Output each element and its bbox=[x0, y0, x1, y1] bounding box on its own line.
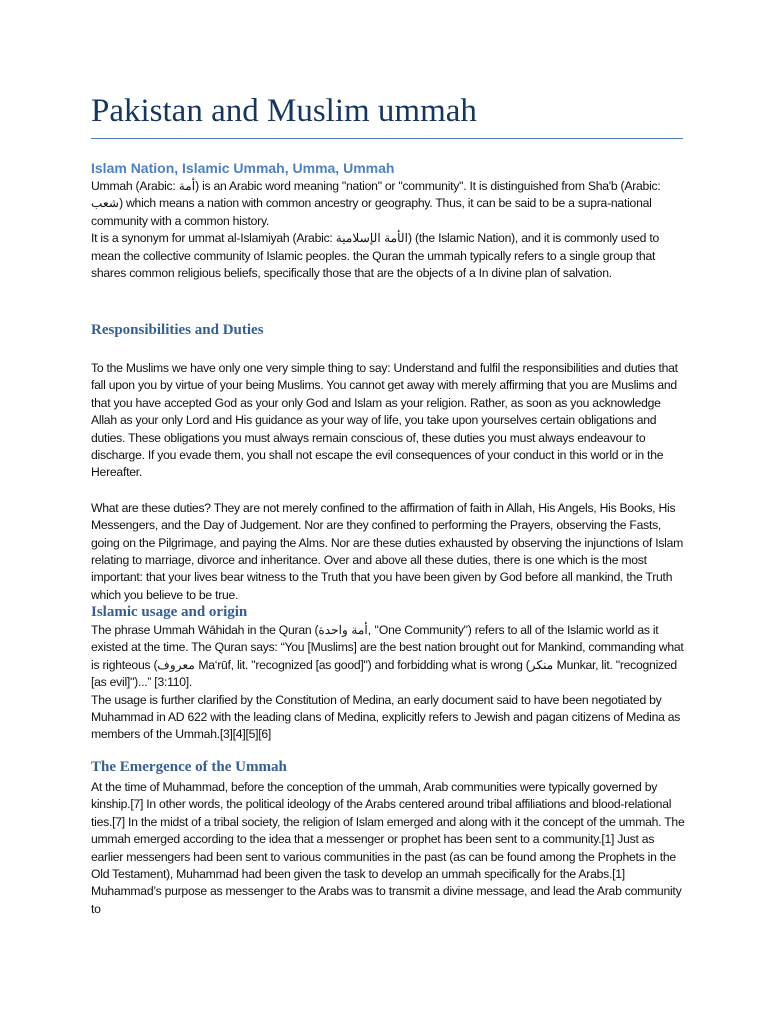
paragraph: The usage is further clarified by the Constitution of Medina, an early document said to have been negotiated by Muhammad in AD 622 with the leading clans of Medina, explicitly refers to Jewish and pagan citizens of Medina as members of the Ummah.[3][4][5][6] bbox=[91, 692, 681, 742]
paragraph: The phrase Ummah Wāhidah in the Quran (أمة واحدة, "One Community") refers to all of the Islamic world as it existed at the time. The Quran says: “You [Muslims] are the best nation brought out for Mankind, commanding what is righteous (معروف Ma‘rūf, lit. "recognized [as good]") and forbidding what is wrong (منكر Munkar, lit. "recognized [as evil]")...” [3:110]. bbox=[91, 623, 684, 690]
paragraph: What are these duties? They are not merely confined to the affirmation of faith in Allah, His Angels, His Books, His Messengers, and the Day of Judgement. Nor are they confined to performing the Prayers, observing the Fasts, going on the Pilgrimage, and paying the Alms. Nor are these duties exhausted by observing the injunctions of Islam relating to marriage, divorce and inheritance. Over and above all these duties, there is one which is the most important: that your lives bear witness to the Truth that you have been given by God before all mankind, the Truth which you believe to be true. bbox=[91, 500, 684, 602]
section-islam-nation bbox=[91, 158, 685, 282]
section-heading: The Emergence of the Ummah bbox=[91, 759, 287, 775]
paragraph: Ummah (Arabic: أمة) is an Arabic word meaning "nation" or "community". It is distinguished from Sha'b (Arabic: شعب) which means a nation with common ancestry or geography. Thus, it can be said to be a supra-national community with a common history. bbox=[91, 179, 661, 228]
page-title: Pakistan and Muslim ummah bbox=[91, 93, 477, 129]
section-emergence bbox=[91, 757, 685, 918]
paragraph: It is a synonym for ummat al-Islamiyah (Arabic: الأمة الإسلامية) (the Islamic Nation), and it is commonly used to mean the collective community of Islamic peoples. the Quran the ummah typically refers to a single group that shares common religious beliefs, specifically those that are the objects of a In divine plan of salvation. bbox=[91, 231, 659, 281]
paragraph: To the Muslims we have only one very simple thing to say: Understand and fulfil the responsibilities and duties that fall upon you by virtue of your being Muslims. You cannot get away with merely affirming that you are Muslims and that you have accepted God as your only God and Islam as your religion. Rather, as soon as you acknowledge Allah as your only Lord and His guidance as your way of life, you take upon yourselves certain obligations and duties. These obligations you must always remain conscious of, these duties you must always endeavour to discharge. If you evade them, you shall not escape the evil consequences of your conduct in this world or in the Hereafter. bbox=[91, 361, 678, 480]
section-heading: Islamic usage and origin bbox=[91, 604, 248, 620]
section-islamic-usage bbox=[91, 602, 685, 744]
section-heading: Responsibilities and Duties bbox=[91, 322, 264, 338]
section-heading: Islam Nation, Islamic Ummah, Umma, Ummah bbox=[91, 160, 395, 176]
title-underline bbox=[91, 138, 683, 139]
paragraph: At the time of Muhammad, before the conception of the ummah, Arab communities were typically governed by kinship.[7] In other words, the political ideology of the Arabs centered around tribal affiliations and blood-relational ties.[7] In the midst of a tribal society, the religion of Islam emerged and along with it the concept of the ummah. The ummah emerged according to the idea that a messenger or prophet has been sent to a community.[1] Just as earlier messengers had been sent to various communities in the past (as can be found among the Prophets in the Old Testament), Muhammad had been given the task to develop an ummah specifically for the Arabs.[1] Muhammad’s purpose as messenger to the Arabs was to transmit a divine message, and lead the Arab community to bbox=[91, 780, 685, 916]
section-responsibilities bbox=[91, 320, 685, 604]
